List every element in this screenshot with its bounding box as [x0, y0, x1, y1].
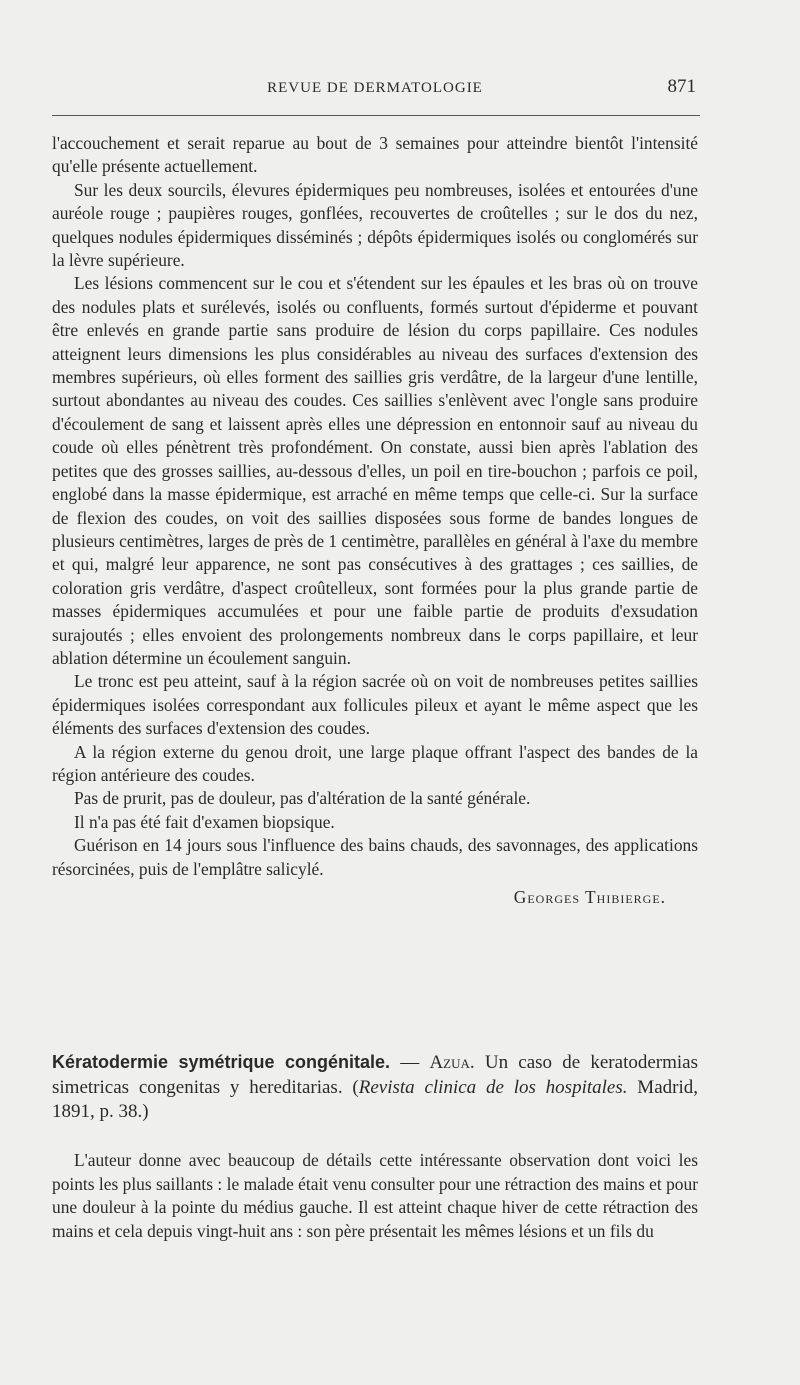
- paragraph: Il n'a pas été fait d'examen biopsique.: [74, 811, 335, 832]
- article-body: [52, 132, 698, 909]
- running-title: REVUE DE DERMATOLOGIE: [267, 80, 483, 96]
- author-signature: Georges Thibierge.: [513, 887, 666, 907]
- paragraph: Guérison en 14 jours sous l'influence des bains chauds, des savonnages, des applications résorcinées, puis de l'emplâtre salicylé.: [52, 835, 698, 879]
- review-heading: [52, 1050, 698, 1125]
- paragraph: l'accouchement et serait reparue au bout de 3 semaines pour atteindre bientôt l'intensité qu'elle présente actuellement.: [52, 133, 698, 177]
- paragraph: Sur les deux sourcils, élevures épidermiques peu nombreuses, isolées et entourées d'une auréole rouge ; paupières rouges, gonflées, recouvertes de croûtelles ; sur le dos du nez, quelques nodules épidermiques disséminés ; dépôts épidermiques isolés ou conglomérés sur la lèvre supérieure.: [52, 179, 698, 271]
- header-rule: [52, 115, 700, 116]
- paragraph: L'auteur donne avec beaucoup de détails cette intéressante observation dont voici les points les plus saillants : le malade était venu consulter pour une rétraction des mains et pour une douleur à la pointe du médius gauche. Il est atteint chaque hiver de cette rétraction des mains et cela depuis vingt-huit ans : son père présentait les mêmes lésions et un fils du: [52, 1150, 698, 1241]
- review-original-title: Un caso de keratodermias simetricas congenitas y hereditarias. (: [52, 1052, 698, 1098]
- paragraph: Les lésions commencent sur le cou et s'étendent sur les épaules et les bras où on trouve des nodules plats et surélevés, isolés ou confluents, formés surtout d'épiderme et pouvant être enlevés en grande partie sans produire de lésion du corps papillaire. Ces nodules atteignent leurs dimensions les plus considérables au niveau des surfaces d'extension des membres supérieurs, où elles forment des saillies gris verdâtre, de la largeur d'une lentille, surtout abondantes au niveau des coudes. Ces saillies s'enlèvent avec l'ongle sans produire d'écoulement de sang et laissent après elles une dépression en entonnoir sauf au niveau du coude où elles pénètrent très profondément. On constate, aussi bien après l'ablation des petites que des grosses saillies, au-dessous d'elles, un poil en tire-bouchon ; parfois ce poil, englobé dans la masse épidermique, est arraché en même temps que celle-ci. Sur la surface de flexion des coudes, on voit des saillies disposées sous forme de bandes longues de plusieurs centimètres, larges de près de 1 centimètre, parallèles en général à l'axe du membre et qui, malgré leur apparence, ne sont pas consécutives à des grattages ; ces saillies, de coloration gris verdâtre, d'aspect croûtelleux, sont formées pour la plus grande partie de masses épidermiques accumulées et pour une faible partie de produits d'exsudation surajoutés ; elles envoient des prolongements nombreux dans le corps papillaire, et leur ablation détermine un écoulement sanguin.: [52, 273, 698, 668]
- paragraph: A la région externe du genou droit, une large plaque offrant l'aspect des bandes de la région antérieure des coudes.: [52, 741, 698, 785]
- page-number: 871: [667, 76, 696, 97]
- review-citation: Madrid, 1891, p. 38.): [52, 1076, 698, 1122]
- paragraph: Le tronc est peu atteint, sauf à la région sacrée où on voit de nombreuses petites saillies épidermiques isolées correspondant aux follicules pileux et ayant le même aspect que les éléments des surfaces d'extension des coudes.: [52, 671, 698, 739]
- review-author: Azua.: [429, 1052, 475, 1073]
- review-source: Revista clinica de los hospitales.: [358, 1076, 628, 1098]
- page-header: [52, 78, 698, 102]
- title-dash: —: [390, 1052, 430, 1073]
- paragraph: Pas de prurit, pas de douleur, pas d'altération de la santé générale.: [74, 788, 531, 809]
- review-title: Kératodermie symétrique congénitale.: [52, 1052, 391, 1072]
- review-body: [52, 1149, 698, 1243]
